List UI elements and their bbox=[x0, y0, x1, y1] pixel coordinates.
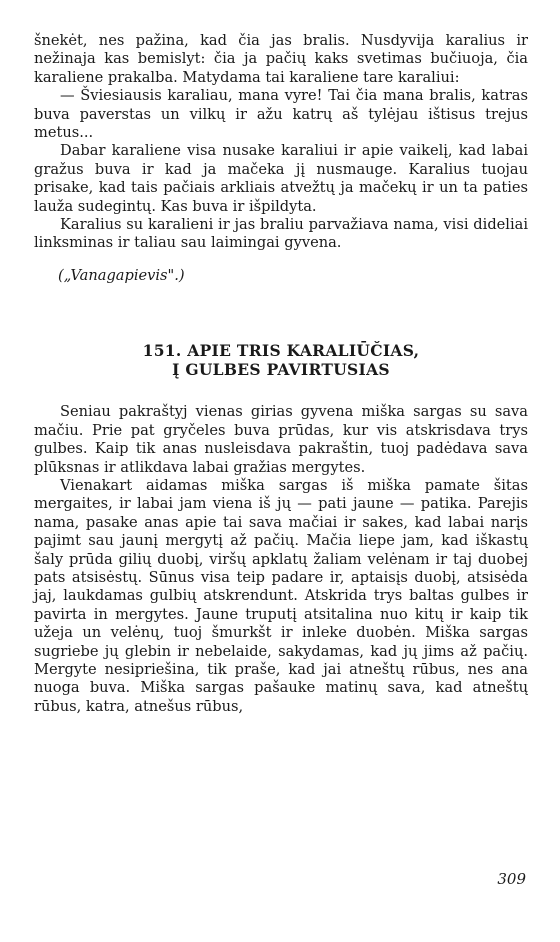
story-title-line-2: Į GULBES PAVIRTUSIAS bbox=[172, 360, 390, 380]
paragraph: — Šviesiausis karaliau, mana vyre! Tai čia mana bralis, katras buva paverstas un vilkų ir ažu katrų aš tylėjau ištisus trejus metus... bbox=[34, 87, 528, 142]
source-note: („Vanagapievis".) bbox=[58, 266, 185, 284]
story-title-line-1: 151. APIE TRIS KARALIŪČIAS, bbox=[142, 341, 420, 361]
paragraph: Karalius su karalieni ir jas braliu parvažiava nama, visi dideliai linksminas ir taliau sau laimingai gyvena. bbox=[34, 216, 528, 252]
paragraph: Seniau pakraštyj vienas girias gyvena miška sargas su sava mačiu. Prie pat gryčeles buva prūdas, kur vis atskrisdava trys gulbes. Kaip tik anas nusleisdava pakraštin, tuoj padėdava sava plūksnas ir atlikdava labai gražias mergytes. bbox=[34, 403, 528, 476]
paragraph: Vienakart aidamas miška sargas iš miška pamate šitas mergaites, ir labai jam viena iš jų — pati jaune — patika. Parejis nama, pasake anas apie tai sava mačiai ir sakes, kad labai narįs pajimt sau jaunį mergytį až pačių. Mačia liepe jam, kad iškastų šaly prūda gilių duobį, viršų apklatų žaliam velėnam ir taj duobej pats atsisėstų. Sūnus visa teip padare ir, aptaisįs duobį, atsisėda jaj, laukdamas gulbių atskrendunt. Atskrida trys baltas gulbes ir pavirta in mergytes. Jaune truputį atsitalina nuo kitų ir kaip tik užeja un velėnų, tuoj šmurkšt ir inleke duobėn. Miška sargas sugriebe jų glebin ir nebelaide, sakydamas, kad jų jims až pačių. Mergyte nesipriešina, tik praše, kad jai atneštų rūbus, nes ana nuoga buva. Miška sargas pašauke matinų sava, kad atneštų rūbus, katra, atnešus rūbus, bbox=[34, 476, 528, 715]
story-body bbox=[34, 403, 528, 716]
paragraph: šnekėt, nes pažina, kad čia jas bralis. Nusdyvija karalius ir nežinaja kas bemislyt: čia ja pačių kaks svetimas bučiuoja, čia karaliene prakalba. Matydama tai karaliene tare karaliui: bbox=[34, 32, 528, 86]
story-title bbox=[34, 341, 528, 379]
page-number: 309 bbox=[497, 870, 526, 888]
paragraph: Dabar karaliene visa nusake karaliui ir apie vaikelį, kad labai gražus buva ir kad ja mačeka jį nusmauge. Karalius tuojau prisake, kad tais pačiais arkliais atvežtų ja mačekų ir un ta paties lauža sudegintų. Kas buva ir išpildyta. bbox=[34, 142, 528, 215]
previous-story-ending bbox=[34, 32, 528, 253]
